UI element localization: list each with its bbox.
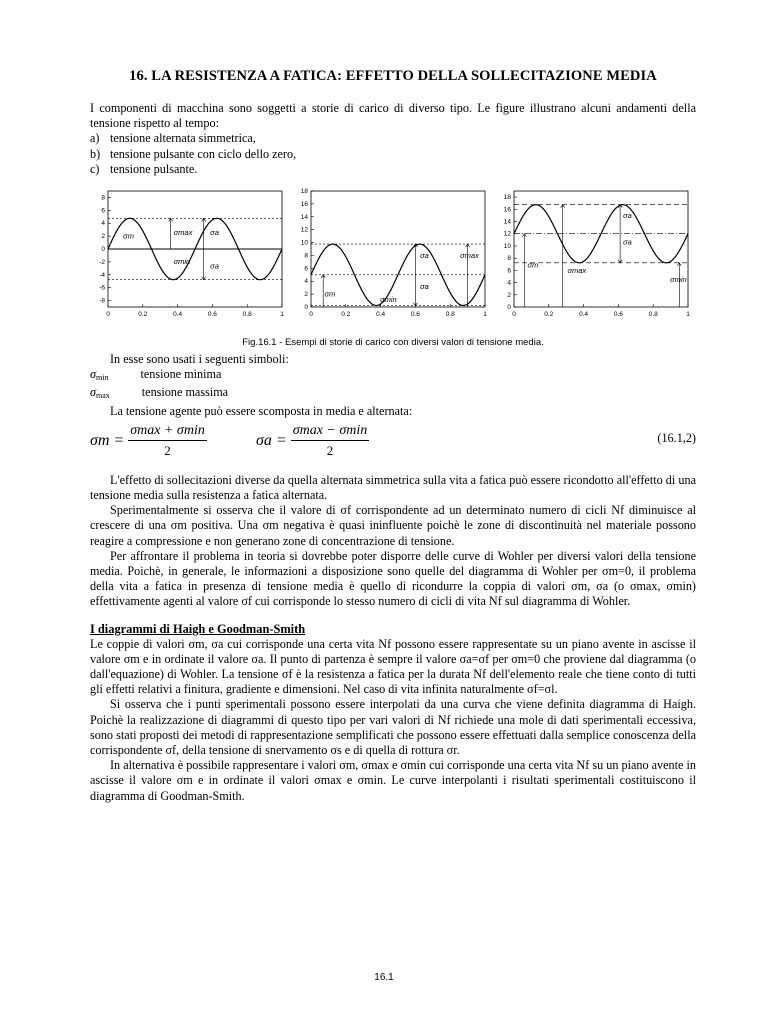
page-title: 16. LA RESISTENZA A FATICA: EFFETTO DELLA SOLLECITAZIONE MEDIA <box>129 68 657 84</box>
x-tick-label: 0 <box>106 311 110 319</box>
annotation-label: σmin <box>670 274 687 284</box>
annotation-label: σmin <box>380 294 397 304</box>
y-tick-label: 8 <box>304 252 308 260</box>
y-tick-label: 2 <box>507 291 511 299</box>
y-tick-label: -6 <box>99 284 105 292</box>
y-tick-label: -4 <box>99 271 105 279</box>
y-tick-label: 6 <box>304 265 308 273</box>
y-tick-label: 10 <box>300 239 308 247</box>
paragraph: Si osserva che i punti sperimentali possono essere interpolati da una curva che viene definita diagramma di Haigh. Poichè la realizzazione di diagrammi di questo tipo per vari valori di Nf richiede una mole di dati sperimentali eccessiva, sono stati proposti dei metodi di rappresentazione semplificati che possono essere effettuati dalla semplice conoscenza della corrispondente σf, della tensione di snervamento σs e di quella di rottura σr. <box>90 697 696 758</box>
symbols-intro: In esse sono usati i seguenti simboli: <box>110 352 289 367</box>
annotation-label: σa <box>210 261 219 271</box>
annotation-label: σmax <box>173 227 193 237</box>
annotation-label: σa <box>420 281 429 291</box>
x-tick-label: 0.8 <box>242 311 252 319</box>
equation-mean: σm = σmax + σmin 2 <box>90 422 205 458</box>
y-tick-label: 4 <box>507 279 511 287</box>
annotation-label: σmax <box>460 251 479 261</box>
y-tick-label: 8 <box>101 194 105 202</box>
chart-pulsating <box>496 185 696 325</box>
y-tick-label: 2 <box>101 233 105 241</box>
annotation-label: σm <box>123 231 134 241</box>
y-tick-label: 18 <box>300 188 308 196</box>
equation-alternating: σa = σmax − σmin 2 <box>256 422 368 458</box>
symbol-row: $\sigma_{max}$ tensione massima <box>90 385 229 401</box>
x-tick-label: 0.2 <box>341 311 351 319</box>
annotation-label: σa <box>210 227 219 237</box>
y-tick-label: 12 <box>503 230 511 238</box>
list-item: b) tensione pulsante con ciclo dello zero, <box>90 146 297 161</box>
annotation-label: σm <box>527 260 539 270</box>
plot-frame <box>514 191 688 307</box>
y-tick-label: 16 <box>503 206 511 214</box>
y-tick-label: 4 <box>304 278 308 286</box>
y-tick-label: 6 <box>507 267 511 275</box>
list-item: c) tensione pulsante. <box>90 161 198 176</box>
annotation-label: σmin <box>173 256 191 266</box>
x-tick-label: 0.6 <box>207 311 217 319</box>
x-tick-label: 0 <box>512 311 516 319</box>
x-tick-label: 0.4 <box>376 311 386 319</box>
chart-pulsating-zero <box>293 185 493 325</box>
intro-paragraph: I componenti di macchina sono soggetti a storie di carico di diverso tipo. Le figure illustrano alcuni andamenti della tensione rispetto al tempo: <box>90 101 696 131</box>
paragraph: L'effetto di sollecitazioni diverse da quella alternata simmetrica sulla vita a fatica può essere ricondotto all'effetto di una tensione media sulla resistenza a fatica alternata. <box>90 472 696 503</box>
plot-frame <box>311 191 485 307</box>
y-tick-label: 0 <box>101 246 105 254</box>
load-type-list <box>90 131 696 177</box>
y-tick-label: 14 <box>300 213 308 221</box>
y-tick-label: 18 <box>503 194 511 202</box>
x-tick-label: 0.2 <box>138 311 148 319</box>
equation-block <box>90 423 696 467</box>
y-tick-label: 2 <box>304 291 308 299</box>
figure-load-histories <box>90 185 696 333</box>
list-item: a) tensione alternata simmetrica, <box>90 131 256 146</box>
y-tick-label: -8 <box>99 297 105 305</box>
symbol-row: $\sigma_{min}$ tensione minima <box>90 367 222 383</box>
y-tick-label: 6 <box>101 207 105 215</box>
section-title: I diagrammi di Haigh e Goodman-Smith <box>90 621 306 636</box>
y-tick-label: 0 <box>507 304 511 312</box>
annotation-label: σa <box>420 251 429 261</box>
x-tick-label: 1 <box>483 311 487 319</box>
x-tick-label: 0.8 <box>445 311 455 319</box>
y-tick-label: 14 <box>503 218 511 226</box>
x-tick-label: 0.8 <box>648 311 658 319</box>
x-tick-label: 0.4 <box>173 311 183 319</box>
y-tick-label: 16 <box>300 200 308 208</box>
series-line <box>311 244 485 305</box>
page-number: 16.1 <box>374 972 394 983</box>
equation-number: (16.1,2) <box>657 430 696 445</box>
x-tick-label: 0.2 <box>544 311 554 319</box>
paragraph: Per affrontare il problema in teoria si dovrebbe poter disporre delle curve di Wohler per diversi valori della tensione media. Poichè, in generale, le informazioni a disposizione sono quelle del diagramma di Wohler per σm=0, il problema della vita a fatica in presenza di tensione media è quello di ricondurre la coppia di valori σm, σa (o σmax, σmin) effettivamente agenti al valore σf cui corrisponde lo stesso numero di cicli di vita Nf sul diagramma di Wohler. <box>90 548 696 609</box>
y-tick-label: -2 <box>99 258 105 266</box>
y-tick-label: 8 <box>507 255 511 263</box>
x-tick-label: 1 <box>686 311 690 319</box>
paragraph: Sperimentalmente si osserva che il valore di σf corrispondente ad un determinato numero di cicli Nf diminuisce al crescere di una σm positiva. Una σm negativa è quasi ininfluente poichè le zone di discontinuità nel materiale possono reagire a compressione e non generano zone di concentrazione di tensione. <box>90 503 696 548</box>
x-tick-label: 1 <box>280 311 284 319</box>
annotation-label: σmax <box>567 265 587 275</box>
y-tick-label: 12 <box>300 226 308 234</box>
x-tick-label: 0 <box>309 311 313 319</box>
x-tick-label: 0.4 <box>579 311 589 319</box>
annotation-label: σa <box>623 210 632 220</box>
x-tick-label: 0.6 <box>410 311 420 319</box>
y-tick-label: 4 <box>101 220 105 228</box>
y-tick-label: 10 <box>503 242 511 250</box>
y-tick-label: 0 <box>304 304 308 312</box>
annotation-label: σm <box>324 289 336 299</box>
x-tick-label: 0.6 <box>613 311 623 319</box>
paragraph: Le coppie di valori σm, σa cui corrisponde una certa vita Nf possono essere rappresentate su un piano avente in ascisse il valore σm e in ordinate il valore σa. Il punto di partenza è sempre il valore σa=σf per σm=0 che proviene dal diagramma (o dall'equazione) di Wohler. La tensione σf è la resistenza a fatica per la durata Nf dell'elemento reale che tiene conto di tutti gli effetti relativi a finitura, gradiente e dimensioni. Nel caso di vita infinita naturalmente σf=σl. <box>90 636 696 697</box>
paragraph: In alternativa è possibile rappresentare i valori σm, σmax e σmin cui corrisponde una certa vita Nf su un piano avente in ascisse il valore σm e in ordinate il valori σmax e σmin. Le curve interpolanti i risultati sperimentali costituiscono il diagramma di Goodman-Smith. <box>90 758 696 803</box>
decomposition-text: La tensione agente può essere scomposta in media e alternata: <box>110 403 413 418</box>
page <box>90 68 696 804</box>
annotation-label: σa <box>623 237 632 247</box>
chart-alternating <box>90 185 290 325</box>
figure-caption: Fig.16.1 - Esempi di storie di carico con diversi valori di tensione media. <box>242 337 544 349</box>
